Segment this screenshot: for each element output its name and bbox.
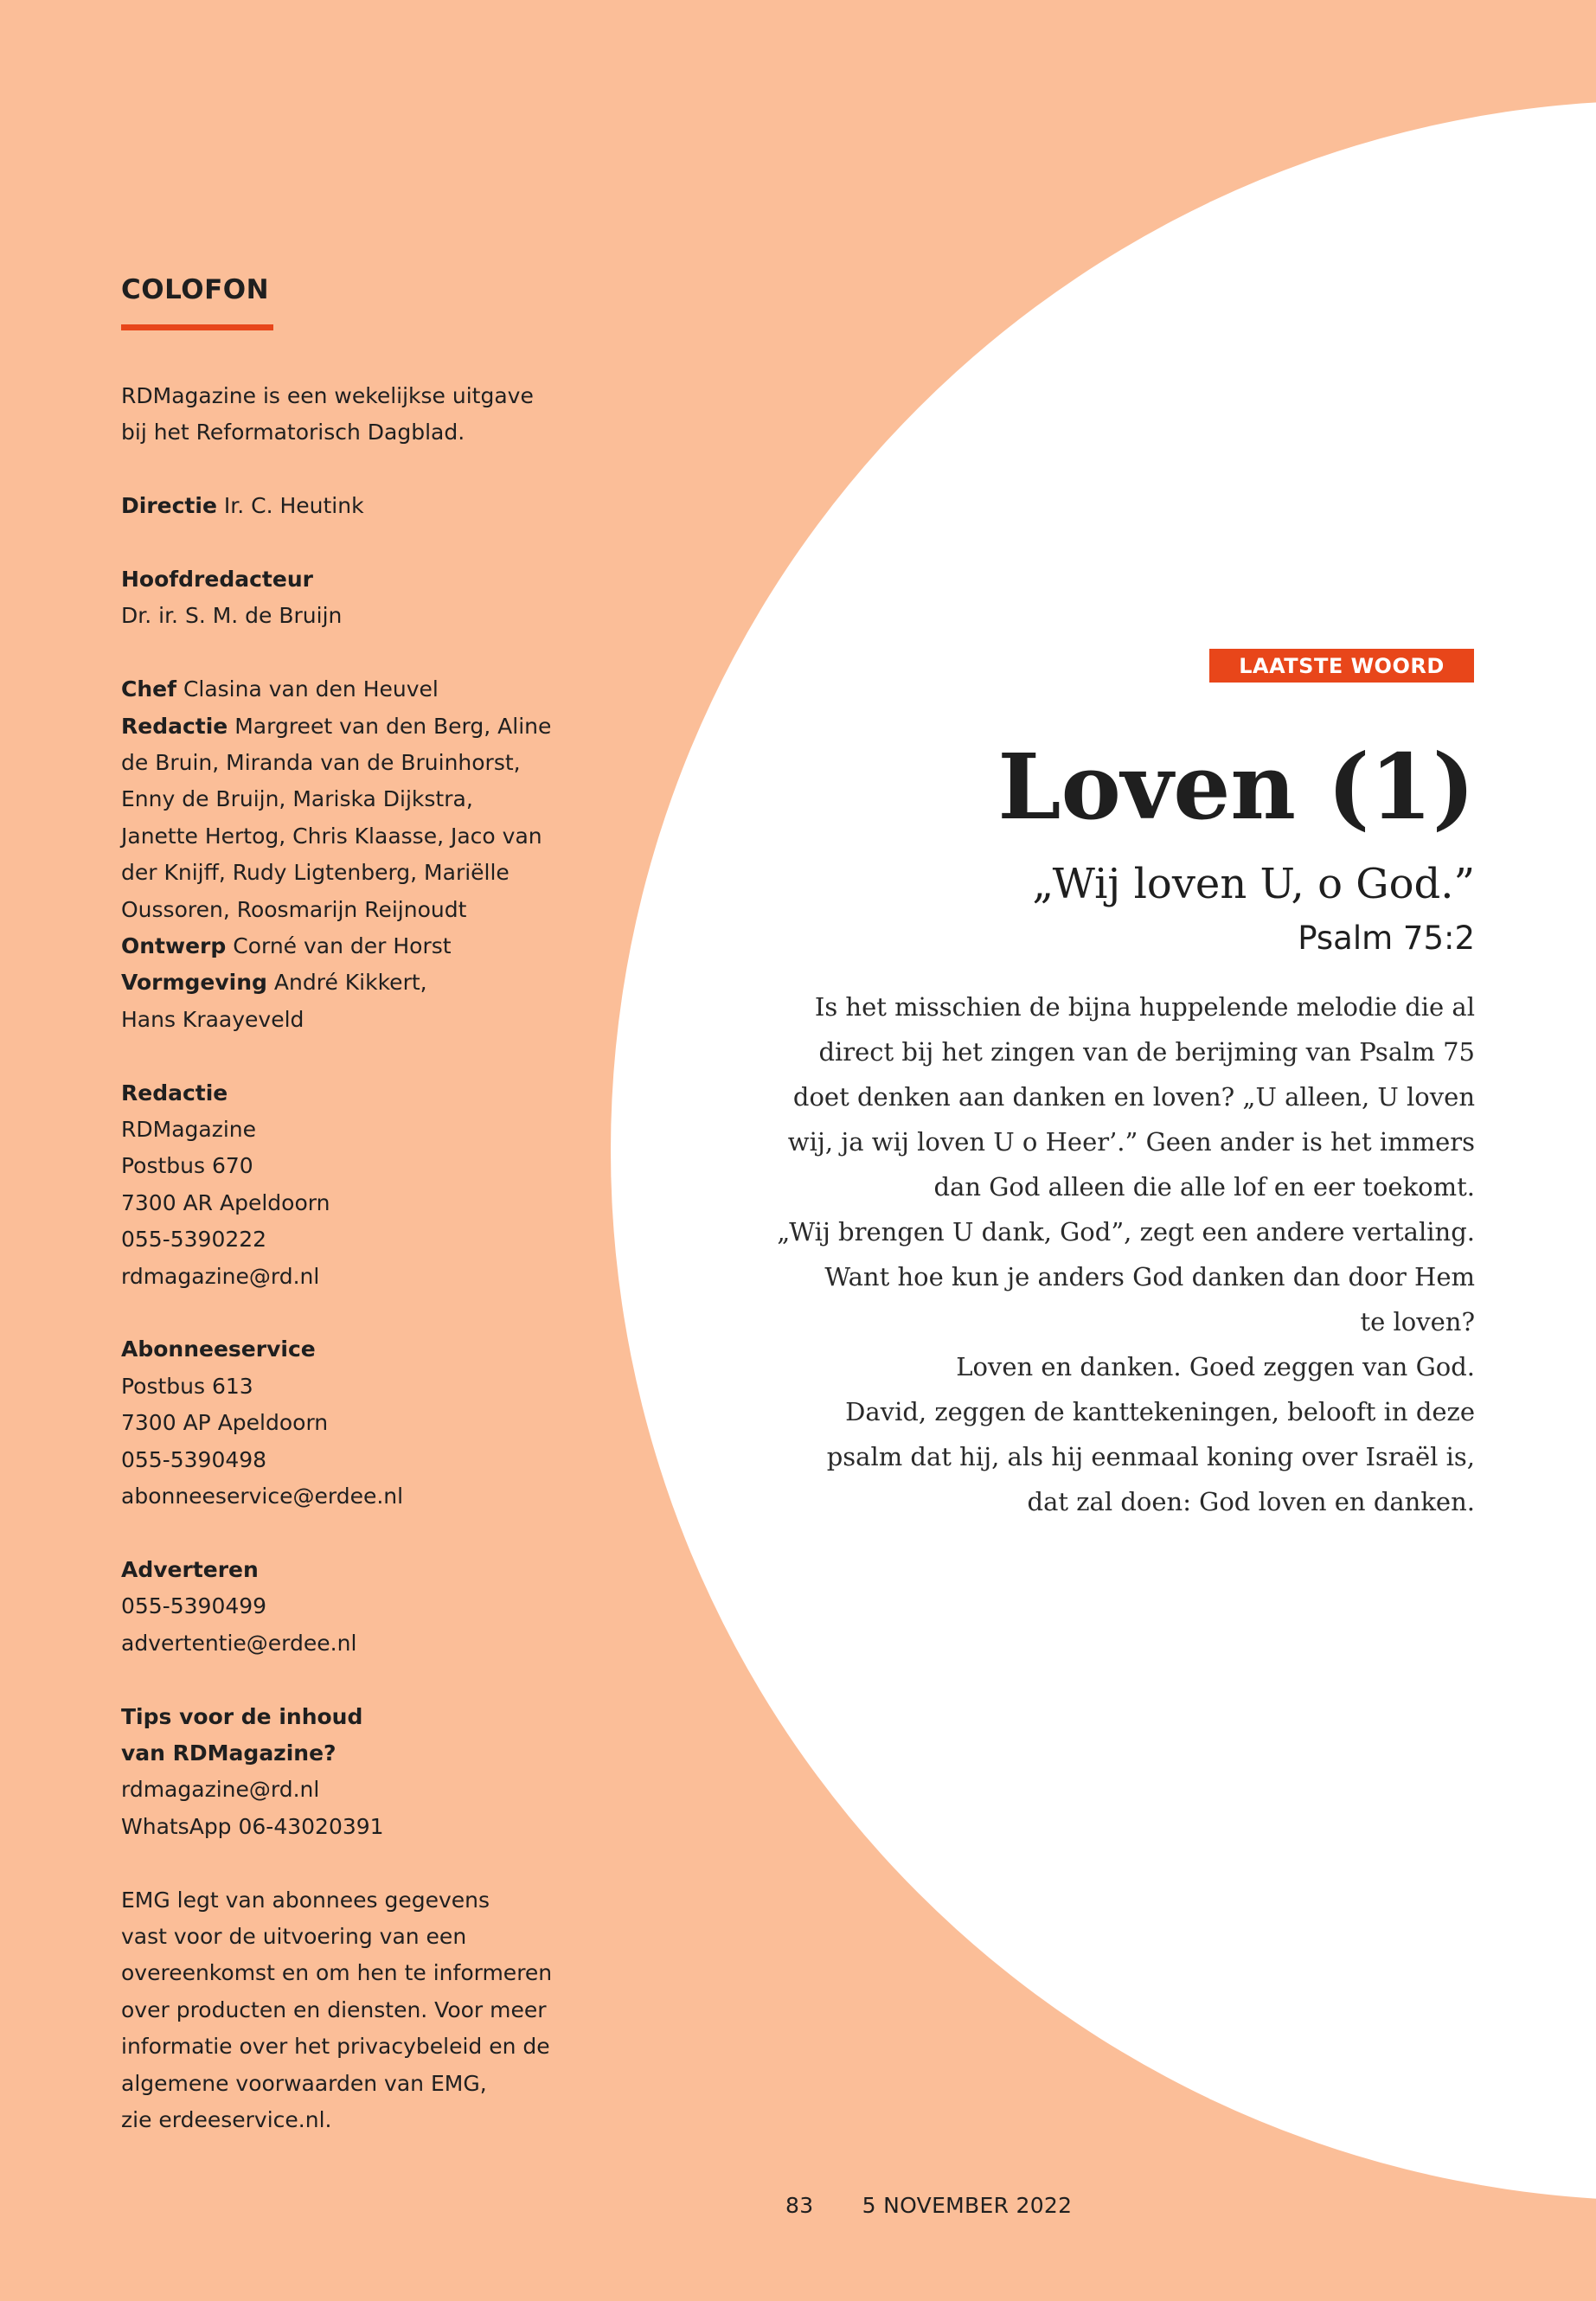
colofon-redactie-address: Redactie RDMagazine Postbus 670 7300 AR Apeldoorn 055-5390222 rdmagazine@rd.nl [121,1075,545,1295]
colofon-privacy: EMG legt van abonnees gegevens vast voor de uitvoering van een overeenkomst en om hen te informeren over producten en diensten. Voor meer informatie over het privacybeleid en de algemene voorwaarden van EMG, zie erdeeservice.nl. [121,1887,553,2132]
colofon-adverteren: Adverteren 055-5390499 advertentie@erdee.nl [121,1552,545,1662]
colofon-hoofdredacteur: Hoofdredacteur Dr. ir. S. M. de Bruijn [121,567,343,629]
tips-email[interactable]: rdmagazine@rd.nl [121,1777,320,1803]
article-body: Is het misschien de bijna huppelende melodie die al direct bij het zingen van de berijming van Psalm 75 doet denken aan danken en loven? „U alleen, U loven wij, ja wij loven U o Heer’.” Geen ander is het immers dan God alleen die alle lof en eer toekomt. „Wij brengen U dank, God”, zegt een andere vertaling. Want hoe kun je anders God danken dan door Hem te loven? Loven en danken. Goed zeggen van God. David, zeggen de kanttekeningen, belooft in deze psalm dat hij, als hij eenmaal koning over Israël is, dat zal doen: God loven en danken. [777,992,1475,1516]
colofon-directie: Directie Ir. C. Heutink [121,493,364,519]
issue-date: 5 NOVEMBER 2022 [862,2193,1073,2218]
article-reference: Psalm 75:2 [1298,920,1475,957]
colofon-intro: RDMagazine is een wekelijkse uitgave bij het Reformatorisch Dagblad. [121,383,534,445]
abonnee-email[interactable]: abonneeservice@erdee.nl [121,1484,404,1509]
article-quote: „Wij loven U, o God.” [1032,860,1475,908]
adverteren-email[interactable]: advertentie@erdee.nl [121,1630,357,1656]
page-footer [785,2193,1113,2218]
redactie-email[interactable]: rdmagazine@rd.nl [121,1263,320,1289]
page-number: 83 [785,2193,814,2218]
colofon-column [121,272,553,2138]
article-headline: Loven (1) [997,734,1475,840]
colofon-tips: Tips voor de inhoud van RDMagazine? rdmagazine@rd.nl WhatsApp 06-43020391 [121,1699,545,1846]
colofon-underline [121,324,273,330]
article [696,727,1475,1524]
colofon-title: COLOFON [121,274,270,305]
colofon-staff: Chef Clasina van den Heuvel Redactie Margreet van den Berg, Aline de Bruin, Miranda van de Bruinhorst, Enny de Bruijn, Mariska Dijkstra, Janette Hertog, Chris Klaasse, Jaco van der Knijff, Rudy Ligtenberg, Mariëlle Oussoren, Roosmarijn Reijnoudt Ontwerp Corné van der Horst Vormgeving André Kikkert, Hans Kraayeveld [121,676,552,1032]
section-tag: LAATSTE WOORD [1209,649,1474,683]
colofon-abonneeservice: Abonneeservice Postbus 613 7300 AP Apeldoorn 055-5390498 abonneeservice@erdee.nl [121,1331,545,1515]
